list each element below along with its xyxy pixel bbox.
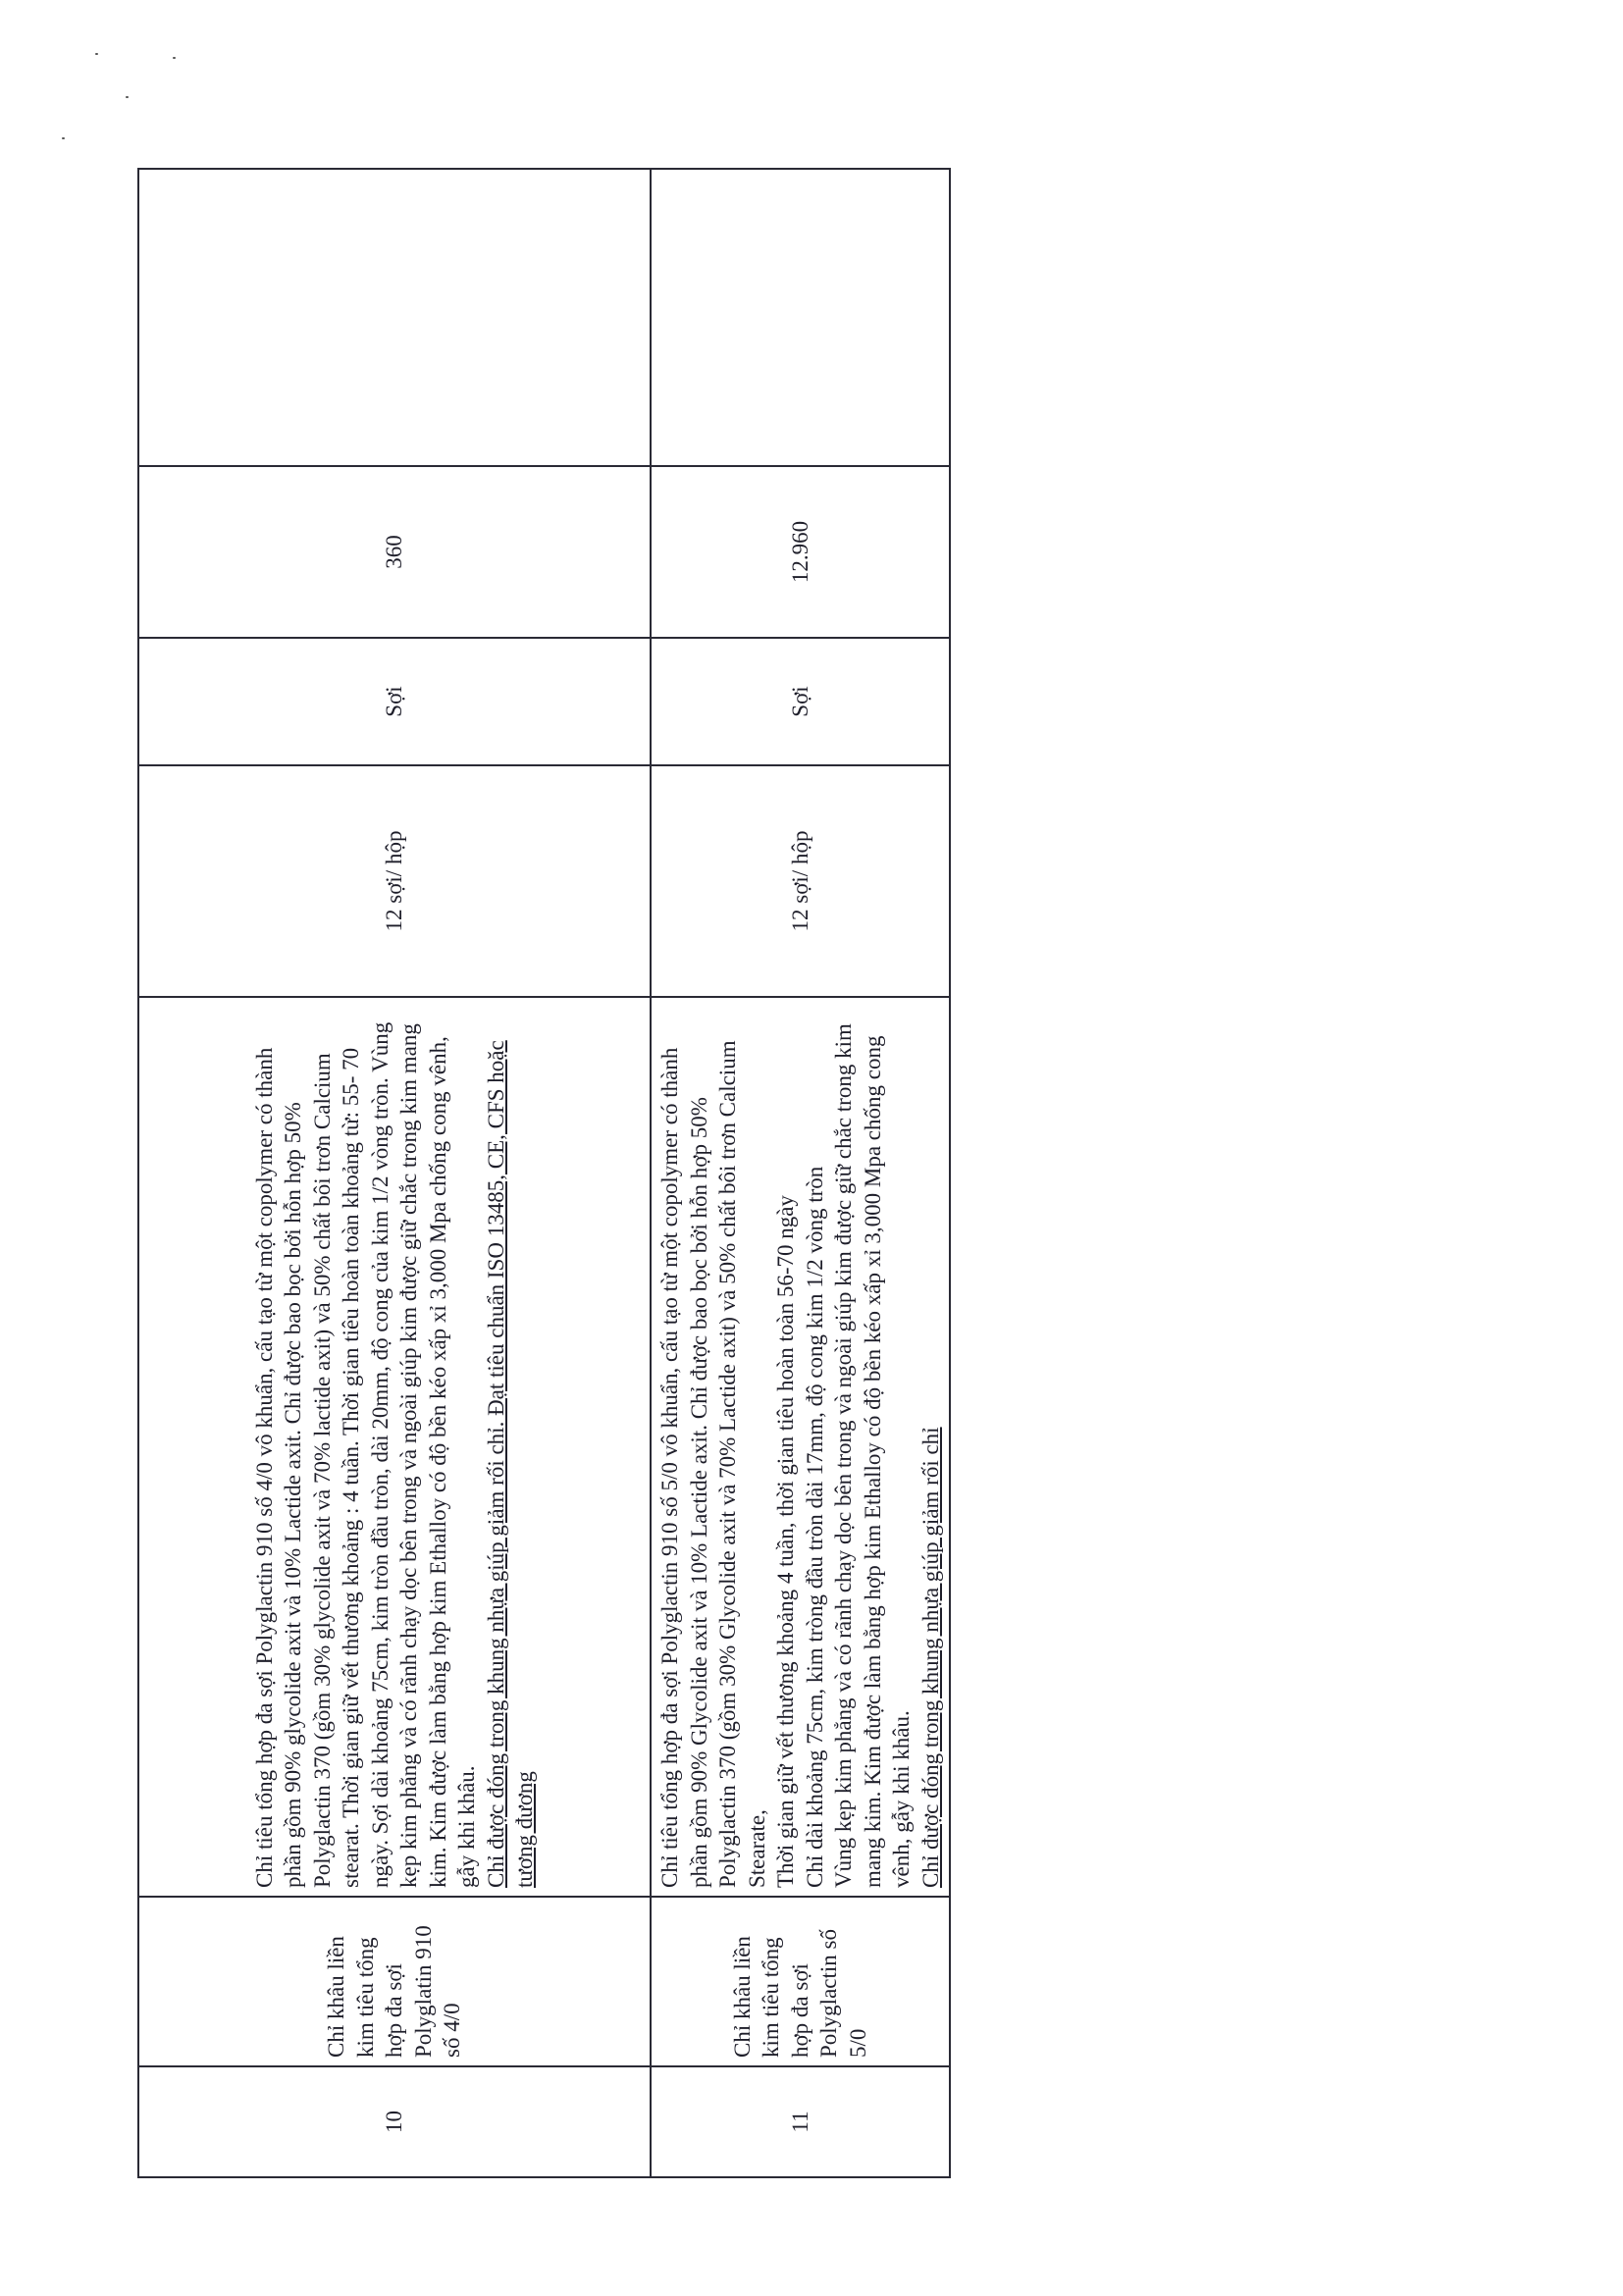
table-row	[138, 169, 651, 2177]
row-name: Chỉ khâu liền kim tiêu tổng hợp đa sợi Polyglatin 910 số 4/0	[138, 1897, 651, 2066]
description-paragraph: Chỉ dài khoảng 75cm, kim tròng đầu tròn dài 17mm, độ cong kim 1/2 vòng tròn	[802, 1166, 827, 1888]
row-stt: 10	[138, 2066, 651, 2177]
row-note	[138, 169, 651, 466]
description-paragraph: Thời gian giữ vết thương khoảng 4 tuần, thời gian tiêu hoàn toàn 56-70 ngày	[773, 1195, 798, 1888]
row-unit: Sợi	[138, 638, 651, 765]
row-packing: 12 sợi/ hộp	[651, 765, 950, 997]
product-table	[137, 168, 951, 2178]
row-description	[651, 997, 950, 1897]
row-quantity: 12.960	[651, 466, 950, 638]
rotated-table-wrapper	[137, 170, 943, 2178]
description-paragraph: Chỉ được đóng trong khung nhựa giúp giảm rối chỉ. Đạt tiêu chuẩn ISO 13485, CE, CFS hoặc tương đương	[483, 1040, 537, 1888]
description-paragraph: Chỉ được đóng trong khung nhựa giúp giảm rối chỉ	[917, 1427, 943, 1888]
row-unit: Sợi	[651, 638, 950, 765]
row-stt: 11	[651, 2066, 950, 2177]
description-paragraph: Vùng kẹp kim phẳng và có rãnh chạy dọc bên trong và ngoài giúp kim được giữ chắc trong kim mang kim. Kim được làm bằng hợp kim Ethalloy có độ bền kéo xấp xỉ 3,000 Mpa chống cong vênh, gẫy khi khâu.	[831, 1023, 914, 1888]
row-description	[138, 997, 651, 1897]
row-packing: 12 sợi/ hộp	[138, 765, 651, 997]
row-quantity: 360	[138, 466, 651, 638]
description-paragraph: Chỉ tiêu tổng hợp đa sợi Polyglactin 910 số 5/0 vô khuẩn, cấu tạo từ một copolymer có thành phần gồm 90% Glycolide axit và 10% Lactide axit. Chỉ được bao bọc bởi hỗn hợp 50% Polyglactin 370 (gồm 30% Glycolide axit và 70% Lactide axit) và 50% chất bôi trơn Calcium Stearate,	[657, 1040, 769, 1888]
row-name: Chỉ khâu liền kim tiêu tổng hợp đa sợi Polyglactin số 5/0	[651, 1897, 950, 2066]
description-paragraph: Chỉ tiêu tổng hợp đa sợi Polyglactin 910 số 4/0 vô khuẩn, cấu tạo từ một copolymer có thành phần gồm 90% glycolide axit và 10% Lactide axit. Chỉ được bao bọc bởi hỗn hợp 50% Polyglactin 370 (gồm 30% glycolide axit và 70% lactide axit) và 50% chất bôi trơn Calcium stearat. Thời gian giữ vết thương khoảng : 4 tuần. Thời gian tiêu hoàn toàn khoảng từ: 55- 70 ngày. Sợi dài khoảng 75cm, kim tròn đầu tròn, dài 20mm, độ cong của kim 1/2 vòng tròn. Vùng kẹp kim phẳng và có rãnh chạy dọc bên trong và ngoài giúp kim được giữ chắc trong kim mang kim. Kim được làm bằng hợp kim Ethalloy có độ bền kéo xấp xỉ 3,000 Mpa chống cong vênh, gẫy khi khâu.	[251, 1021, 479, 1888]
row-note	[651, 169, 950, 466]
table-row	[651, 169, 950, 2177]
